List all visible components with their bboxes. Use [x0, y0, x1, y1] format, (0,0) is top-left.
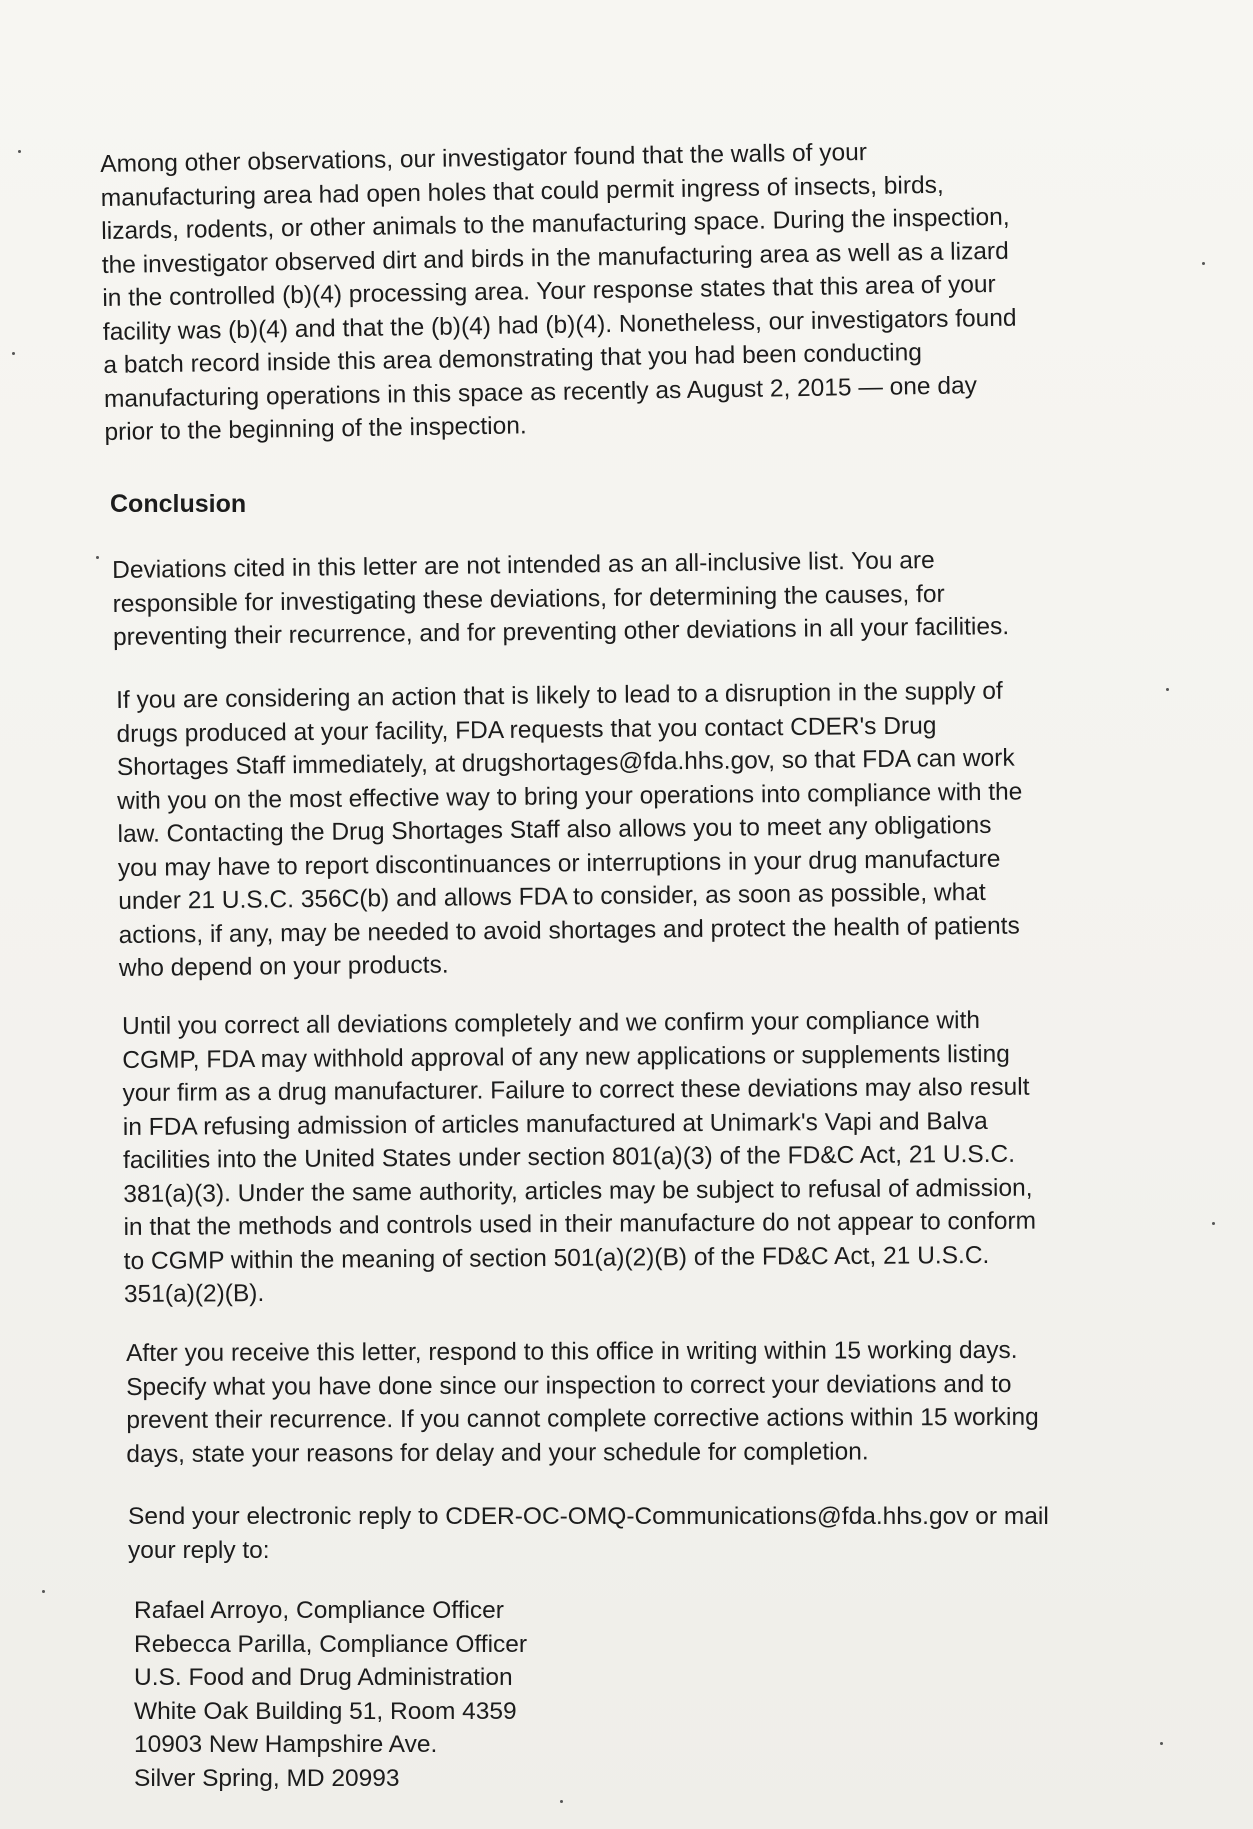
paragraph-line: law. Contacting the Drug Shortages Staff also allows you to meet any obligations: [117, 811, 992, 848]
paragraph-line: the investigator observed dirt and birds in the manufacturing area as well as a lizard: [101, 237, 1009, 279]
scan-speck: [12, 352, 15, 355]
respond-paragraph: [126, 1333, 1136, 1471]
paragraph-line: Deviations cited in this letter are not intended as an all-inclusive list. You are: [112, 546, 935, 584]
paragraph-line: preventing their recurrence, and for preventing other deviations in all your facilities.: [112, 613, 1010, 651]
paragraph-line: actions, if any, may be needed to avoid shortages and protect the health of patients: [118, 912, 1020, 949]
observations-paragraph: [100, 132, 1115, 449]
scan-speck: [42, 1590, 45, 1593]
paragraph-line: prior to the beginning of the inspection.: [104, 412, 527, 446]
paragraph-line: Until you correct all deviations completely and we confirm your compliance with: [122, 1007, 981, 1040]
mailing-address: [134, 1594, 1144, 1795]
scan-speck: [1166, 688, 1169, 691]
paragraph-line: manufacturing area had open holes that could permit ingress of insects, birds,: [100, 171, 944, 212]
scan-speck: [560, 1800, 563, 1803]
paragraph-line: Specify what you have done since our inspection to correct your deviations and to: [126, 1370, 1012, 1401]
paragraph-line: CGMP, FDA may withhold approval of any new applications or supplements listing: [122, 1040, 1010, 1074]
paragraph-line: 381(a)(3). Under the same authority, articles may be subject to refusal of admission,: [123, 1174, 1033, 1208]
paragraph-line: Among other observations, our investigator found that the walls of your: [100, 138, 868, 178]
scan-speck: [1212, 1222, 1215, 1225]
withhold-approval-paragraph: [122, 1003, 1134, 1312]
paragraph-line: in FDA refusing admission of articles manufactured at Unimark's Vapi and Balva: [122, 1107, 988, 1141]
scan-speck: [96, 556, 99, 559]
deviations-paragraph: [112, 542, 1123, 655]
paragraph-line: facility was (b)(4) and that the (b)(4) had (b)(4). Nonetheless, our investigators found: [102, 304, 1017, 346]
paragraph-line: prevent their recurrence. If you cannot complete corrective actions within 15 working: [126, 1403, 1039, 1434]
paragraph-line: drugs produced at your facility, FDA requests that you contact CDER's Drug: [116, 711, 937, 748]
paragraph-line: in that the methods and controls used in their manufacture do not appear to conform: [123, 1207, 1037, 1241]
address-line: Silver Spring, MD 20993: [134, 1764, 400, 1792]
paragraph-line: If you are considering an action that is likely to lead to a disruption in the supply of: [116, 677, 1003, 714]
paragraph-line: Send your electronic reply to CDER-OC-OMQ-Communications@fda.hhs.gov or mail: [128, 1503, 1049, 1530]
send-reply-paragraph: [128, 1500, 1138, 1567]
scan-speck: [18, 150, 21, 153]
paragraph-line: to CGMP within the meaning of section 501(a)(2)(B) of the FD&C Act, 21 U.S.C.: [123, 1241, 990, 1275]
paragraph-line: you may have to report discontinuances or interruptions in your drug manufacture: [117, 845, 1001, 882]
paragraph-line: in the controlled (b)(4) processing area. Your response states that this area of your: [102, 270, 996, 312]
scan-speck: [1160, 1742, 1163, 1745]
address-line: White Oak Building 51, Room 4359: [134, 1697, 517, 1725]
paragraph-line: Shortages Staff immediately, at drugshortages@fda.hhs.gov, so that FDA can work: [116, 744, 1015, 781]
paragraph-line: who depend on your products.: [118, 951, 449, 982]
paragraph-line: manufacturing operations in this space as recently as August 2, 2015 — one day: [103, 371, 978, 413]
address-line: Rafael Arroyo, Compliance Officer: [134, 1597, 504, 1624]
drug-shortages-paragraph: [116, 673, 1129, 985]
paragraph-line: responsible for investigating these deviations, for determining the causes, for: [112, 580, 945, 618]
paragraph-line: under 21 U.S.C. 356C(b) and allows FDA to consider, as soon as possible, what: [118, 878, 986, 915]
paragraph-line: days, state your reasons for delay and your schedule for completion.: [126, 1437, 869, 1468]
address-line: U.S. Food and Drug Administration: [134, 1664, 513, 1691]
paragraph-line: facilities into the United States under section 801(a)(3) of the FD&C Act, 21 U.S.C.: [122, 1140, 1016, 1174]
paragraph-line: 351(a)(2)(B).: [123, 1280, 265, 1308]
paragraph-line: a batch record inside this area demonstrating that you had been conducting: [103, 339, 923, 379]
paragraph-line: lizards, rodents, or other animals to the manufacturing space. During the inspection,: [101, 203, 1010, 245]
address-line: Rebecca Parilla, Compliance Officer: [134, 1630, 528, 1658]
paragraph-line: your reply to:: [128, 1536, 270, 1564]
paragraph-line: with you on the most effective way to bring your operations into compliance with the: [117, 778, 1023, 815]
paragraph-line: After you receive this letter, respond to this office in writing within 15 working days.: [126, 1336, 1018, 1367]
address-line: 10903 New Hampshire Ave.: [134, 1731, 438, 1758]
conclusion-heading: Conclusion: [110, 490, 247, 518]
paragraph-line: your firm as a drug manufacturer. Failure to correct these deviations may also result: [122, 1073, 1030, 1107]
scan-speck: [1202, 262, 1205, 265]
